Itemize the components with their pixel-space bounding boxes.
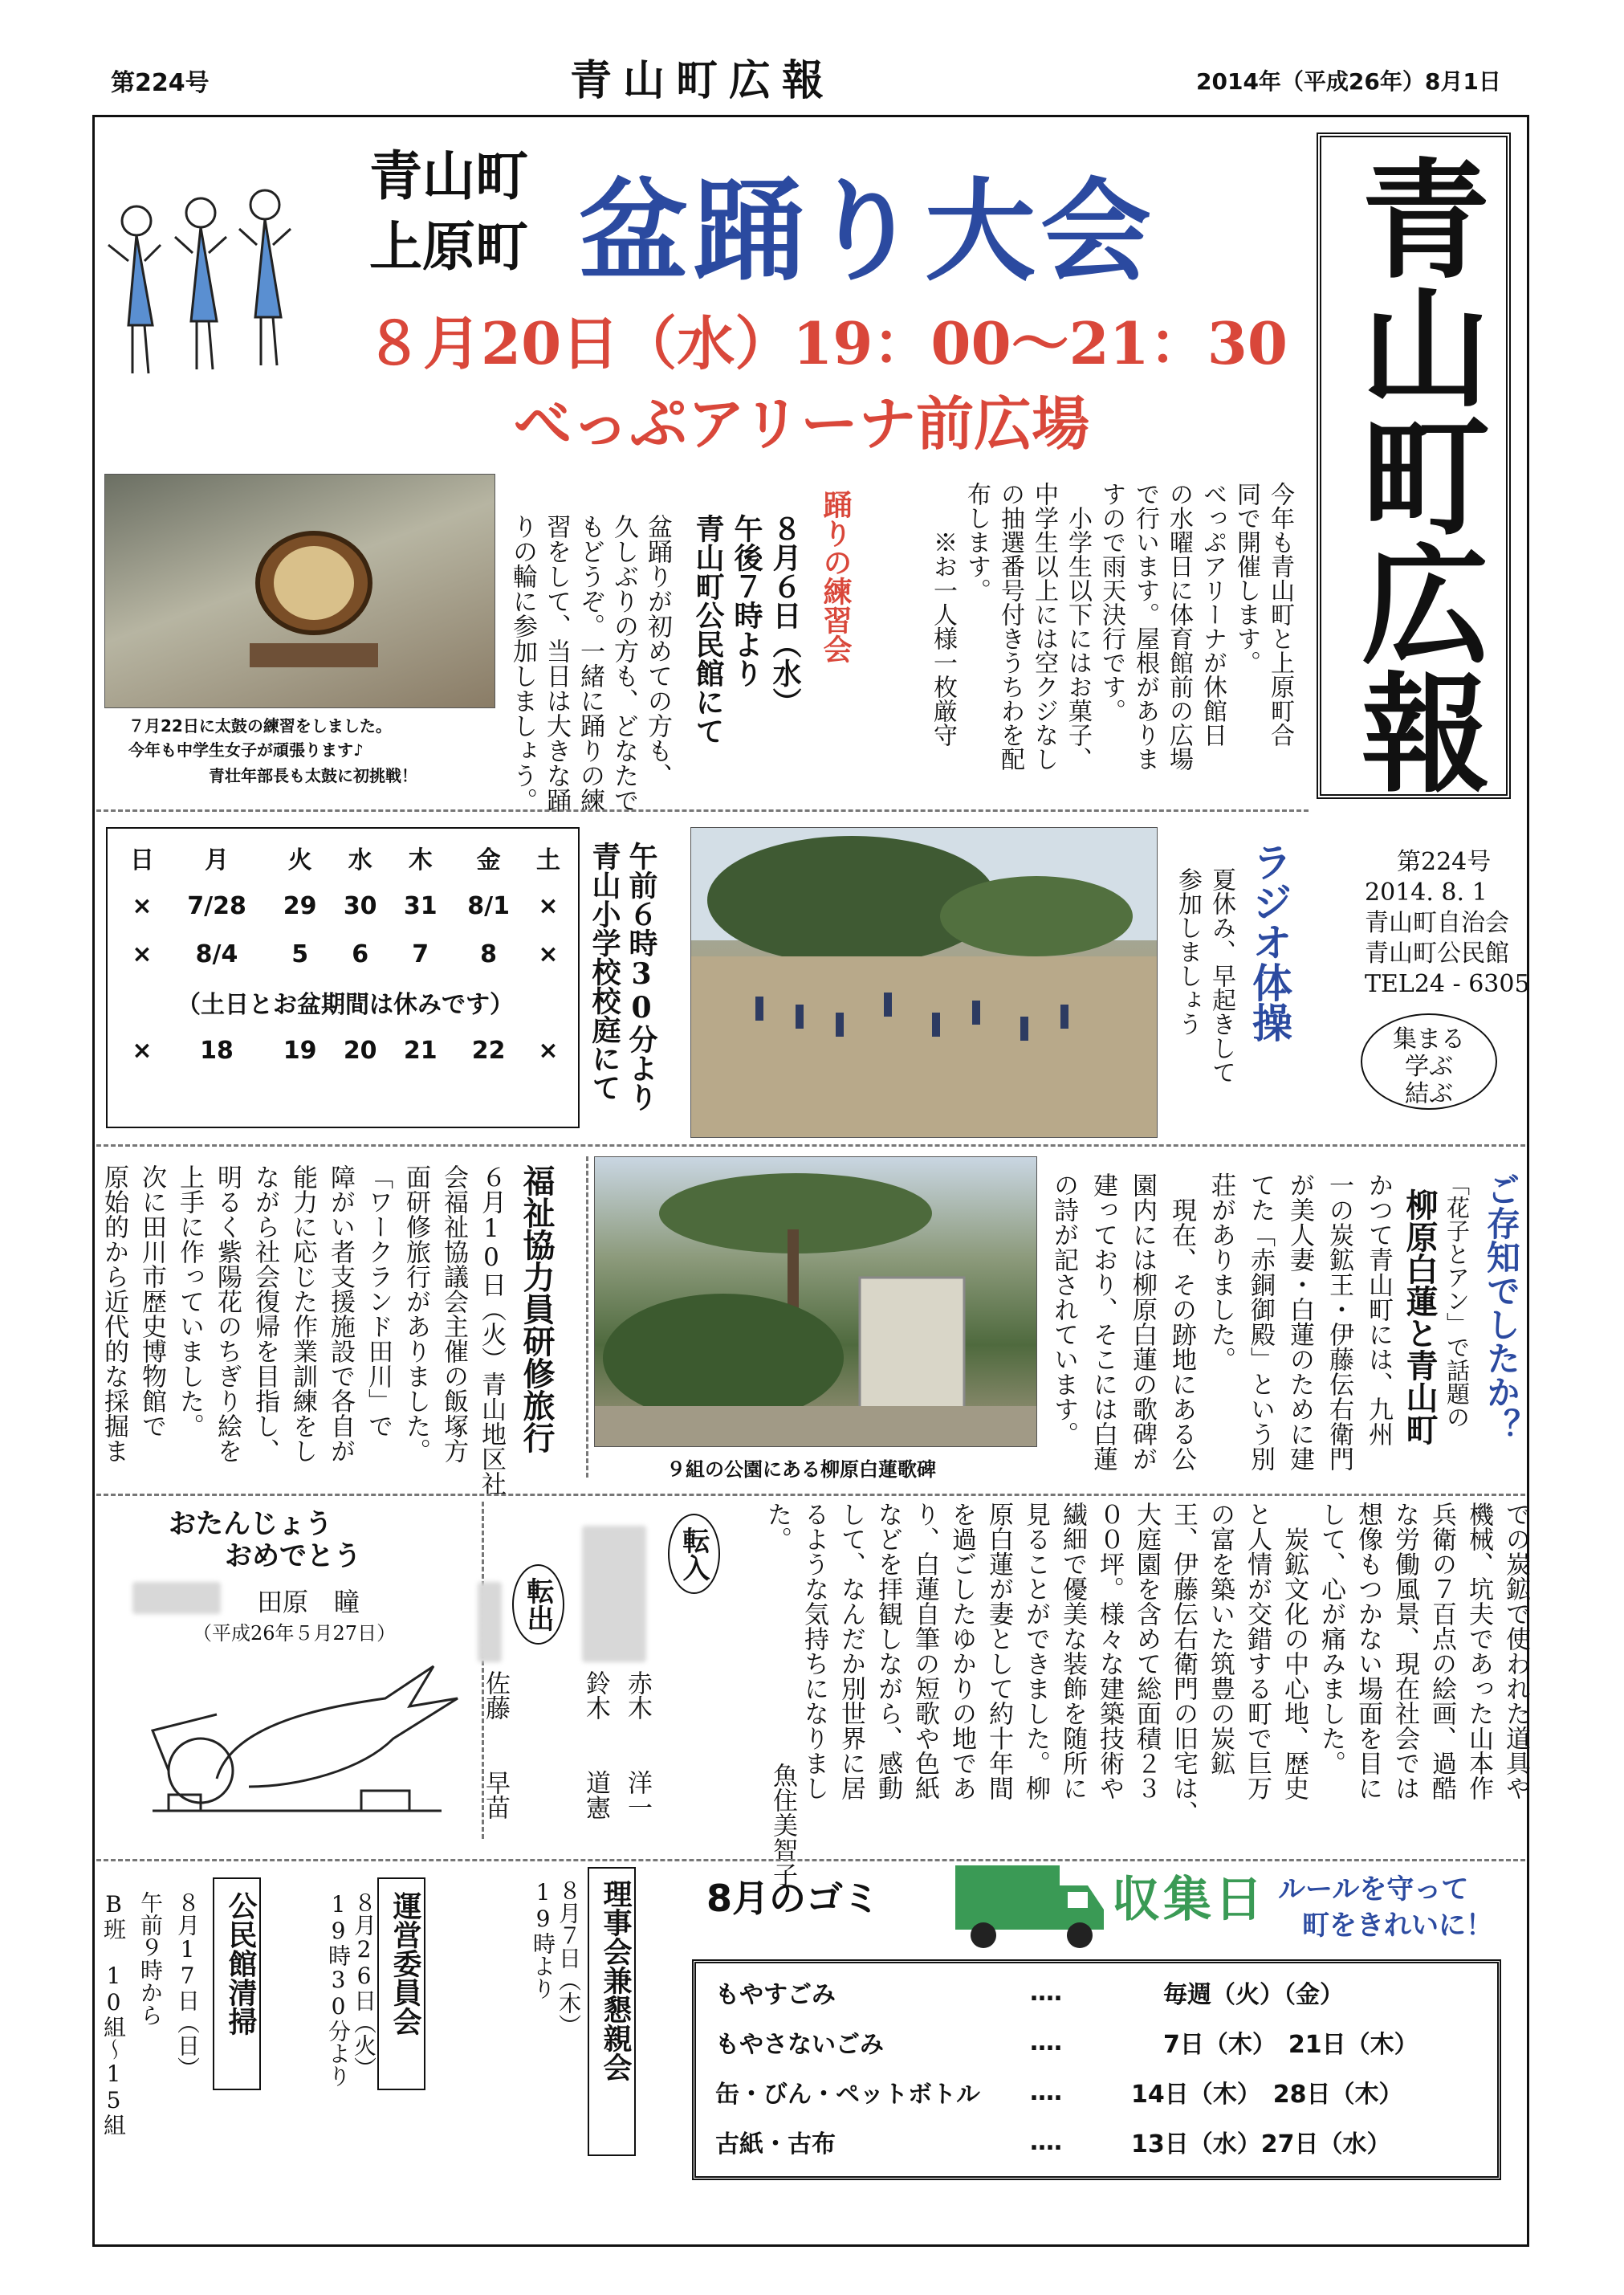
divider-history — [96, 1494, 1525, 1496]
cal-cell: 8/4 — [195, 940, 238, 968]
festival-body: 今年も青山町と上原町合 同で開催します。 べっぷアリーナが休館日 の水曜日に体育館前の広場 で行います。屋根がありま すので雨天決行です。 小学生以下にはお菓子、 中学生以上には空クジなし の抽選番号付きうちわを配 布します。 ※お一人様一枚厳守 — [929, 482, 1294, 771]
history-subtitle: 「花子とアン」で話題の — [1443, 1172, 1471, 1429]
practice-details: ８月６日（水） 午後７時より 青山町公民館にて — [691, 514, 802, 745]
cal-cell: 18 — [200, 1036, 234, 1065]
notice-board-body: ８月７日（木） 19時より — [530, 1879, 582, 2036]
motto-badge — [1361, 1013, 1497, 1110]
cal-h-mon: 月 — [205, 846, 230, 874]
garbage-type: もやすごみ — [715, 1981, 836, 2009]
garbage-dates: 毎週（火）（金） — [1163, 1981, 1344, 2009]
garbage-row — [710, 2117, 1485, 2167]
cal-cell: × — [538, 1036, 559, 1065]
info-hall: 青山町公民館 — [1365, 940, 1509, 968]
cal-cell: × — [132, 1036, 153, 1065]
garbage-row — [710, 2067, 1485, 2117]
radio-title: ラジオ体操 — [1246, 842, 1293, 1042]
birth-name: 田原 瞳 — [257, 1587, 360, 1617]
garbage-dots: ‥‥ — [1030, 1978, 1063, 2007]
info-assoc: 青山町自治会 — [1365, 909, 1509, 937]
cal-cell: 21 — [403, 1036, 438, 1065]
cal-h-tue: 火 — [287, 846, 312, 874]
cal-cell: 7 — [412, 940, 429, 968]
history-title: 柳原白蓮と青山町 — [1401, 1188, 1439, 1445]
radio-location: 午前６時30分より 青山小学校校庭にて — [588, 842, 658, 1111]
history-heading: ご存知でしたか？ — [1482, 1172, 1521, 1442]
stork-illustration — [120, 1650, 474, 1835]
info-date: 2014. 8. 1 — [1365, 878, 1488, 907]
garbage-title: 8月のゴミ — [706, 1877, 881, 1920]
monument-caption: ９組の公園にある柳原白蓮歌碑 — [666, 1458, 936, 1481]
byakuren-monument-photo — [594, 1156, 1037, 1447]
cal-cell: 8/1 — [467, 891, 510, 920]
welfare-body: ６月10日（火）青山地区社 会福祉協議会主催の飯塚方 面研修旅行がありました。 「ワークランド田川」で 障がい者支援施設で各自が 能力に応じた作業訓練をし ながら社会復帰を目指し、 明るく紫陽花のちぎり絵を 上手に作っていました。 次に田川市歴史博物館で 原始的から近代的な採掘ま — [100, 1164, 506, 1496]
info-tel: TEL24 - 6305 — [1365, 970, 1530, 998]
cal-cell: 6 — [352, 940, 369, 968]
practice-body: 盆踊りが初めての方も、 久しぶりの方も、どなたで もどうぞ。一緒に踊りの練 習をして、当日は大きな踊 りの輪に参加しましょう。 — [508, 514, 672, 813]
notice-cleaning-body: ８月17日（日） 午前９時から B班 10組〜15組 — [100, 1891, 201, 2136]
history-author: 魚住美智子 — [768, 1763, 797, 1887]
notice-committee-body: ８月26日（火） 19時30分より — [325, 1891, 377, 2087]
cal-cell: 8 — [480, 940, 498, 968]
cal-h-wed: 水 — [348, 846, 372, 874]
garbage-truck-icon — [947, 1861, 1108, 1954]
cal-cell: 22 — [471, 1036, 506, 1065]
cal-cell: 5 — [291, 940, 309, 968]
garbage-row — [710, 2017, 1485, 2067]
redacted-out — [478, 1582, 502, 1662]
radio-invite: 夏休み、早起きして 参加しましょう — [1174, 867, 1235, 1084]
info-issue: 第224号 — [1397, 848, 1492, 876]
taiko-caption-2: 今年も中学生女子が頑張ります♪ — [128, 740, 364, 760]
cal-h-sun: 日 — [129, 846, 154, 874]
garbage-banner: 収集日 — [1112, 1872, 1266, 1928]
radio-exercise-photo — [690, 827, 1158, 1138]
practice-title: 踊りの練習会 — [819, 490, 853, 663]
cal-cell: × — [132, 891, 153, 920]
garbage-slogan-2: 町をきれいに！ — [1302, 1910, 1493, 1942]
notice-committee-title: 運営委員会 — [389, 1891, 422, 2036]
history-body-2: での炭鉱で使われた道具や 機械、坑夫であった山本作 兵衛の７百点の絵画、過酷 な労働風景、現在社会では 想像もつかない場面を目に して、心が痛みました。 炭鉱文化の中心地、歴史 と人情が交錯する町で巨万 の富を築いた筑豊の炭鉱 王、伊藤伝右衛門の旧宅は、 大庭園を含めて総面積２３ ００坪。様々な建築技術や 繊細で優美な装飾を随所に 見ることができました。柳 原白蓮が妻として約十年間 を過ごしたゆかりの地であ り、白蓮自筆の短歌や色紙 などを拝観しながら、感動 して、なんだか別世界に居 るような気持ちになりまし た。 — [763, 1502, 1530, 1825]
town-uehara: 上原町 — [369, 215, 528, 278]
cal-cell: × — [538, 940, 559, 968]
cal-cell: × — [132, 940, 153, 968]
move-in-name-1: 赤木 洋一 — [623, 1670, 652, 1820]
garbage-dates: 13日（水）27日（水） — [1131, 2130, 1391, 2158]
issue-date: 2014年（平成26年）8月1日 — [1196, 68, 1501, 95]
redacted-in — [582, 1526, 646, 1662]
festival-title: 盆踊り大会 — [578, 165, 1157, 296]
move-in-label: 転入 — [668, 1514, 720, 1594]
taiko-caption-1: ７月22日に太鼓の練習をしました。 — [128, 716, 392, 736]
festival-towns — [369, 141, 528, 282]
move-out-label: 転出 — [512, 1564, 564, 1645]
issue-number: 第224号 — [111, 69, 210, 97]
garbage-type: もやさないごみ — [715, 2031, 884, 2059]
calendar-row — [120, 882, 570, 930]
radio-calendar — [120, 834, 570, 1074]
garbage-dots: ‥‥ — [1030, 2028, 1063, 2057]
newsletter-title: 青山町広報 — [570, 56, 836, 105]
welfare-title: 福祉協力員研修旅行 — [518, 1164, 556, 1453]
divider-radio — [96, 1144, 1525, 1147]
garbage-slogan-1: ルールを守って — [1278, 1873, 1469, 1906]
motto-2: 学ぶ — [1405, 1053, 1453, 1081]
taiko-caption-3: 青壮年部長も太鼓に初挑戦！ — [209, 766, 417, 785]
history-body-1: かつて青山町には、九州 一の炭鉱王・伊藤伝右衛門 が美人妻・白蓮のために建 てた「赤銅御殿」という別 荘がありました。 現在、その跡地にある公 園内には柳原白蓮の歌碑が 建っており、そこには白蓮 の詩が記されています。 — [1049, 1172, 1393, 1471]
masthead-info — [1365, 847, 1530, 1000]
festival-datetime: ８月20日（水）19：00〜21：30 — [365, 309, 1288, 377]
birth-date: （平成26年５月27日） — [193, 1622, 397, 1645]
garbage-dots: ‥‥ — [1030, 2127, 1063, 2156]
cal-cell: 7/28 — [187, 891, 246, 920]
birth-greeting-2: おめでとう — [225, 1540, 361, 1572]
move-in-name-2: 鈴木 道憲 — [581, 1670, 610, 1820]
garbage-dates: 7日（木） 21日（木） — [1163, 2031, 1418, 2059]
cal-h-sat: 土 — [535, 846, 560, 874]
cal-h-fri: 金 — [476, 846, 501, 874]
cal-cell: 30 — [343, 891, 377, 920]
move-out-names: 佐藤 早苗 — [481, 1670, 510, 1820]
divider-welfare — [586, 1156, 588, 1478]
calendar-header-row — [120, 834, 570, 882]
motto-3: 結ぶ — [1405, 1080, 1453, 1108]
calendar-row — [120, 930, 570, 978]
garbage-row — [710, 1967, 1485, 2017]
masthead-title: 青山町広報 — [1340, 153, 1491, 795]
redacted-group — [132, 1582, 221, 1614]
town-aoyama: 青山町 — [369, 145, 528, 207]
birth-greeting-1: おたんじょう — [169, 1508, 332, 1540]
cal-cell: 20 — [343, 1036, 377, 1065]
taiko-practice-photo — [104, 474, 495, 708]
garbage-schedule — [710, 1967, 1485, 2167]
cal-cell: × — [538, 891, 559, 920]
notice-cleaning-title: 公民館清掃 — [224, 1891, 258, 2036]
garbage-type: 缶・びん・ペットボトル — [715, 2081, 980, 2109]
divider-festival — [96, 809, 1309, 812]
cal-h-thu: 木 — [408, 846, 433, 874]
garbage-dots: ‥‥ — [1030, 2077, 1063, 2106]
cal-cell: 19 — [283, 1036, 317, 1065]
festival-venue: べっぷアリーナ前広場 — [514, 389, 1090, 458]
cal-cell: 31 — [403, 891, 438, 920]
garbage-type: 古紙・古布 — [715, 2130, 836, 2158]
divider-moves-bottom — [96, 1859, 1525, 1861]
calendar-note-row — [120, 978, 570, 1026]
garbage-dates: 14日（木） 28日（木） — [1131, 2081, 1403, 2109]
calendar-note: （土日とお盆期間は休みです） — [177, 991, 514, 1019]
cal-cell: 29 — [283, 891, 317, 920]
notice-board-title: 理事会兼懇親会 — [599, 1879, 633, 2081]
dancers-illustration — [104, 173, 345, 397]
motto-1: 集まる — [1393, 1025, 1465, 1054]
calendar-row — [120, 1026, 570, 1074]
